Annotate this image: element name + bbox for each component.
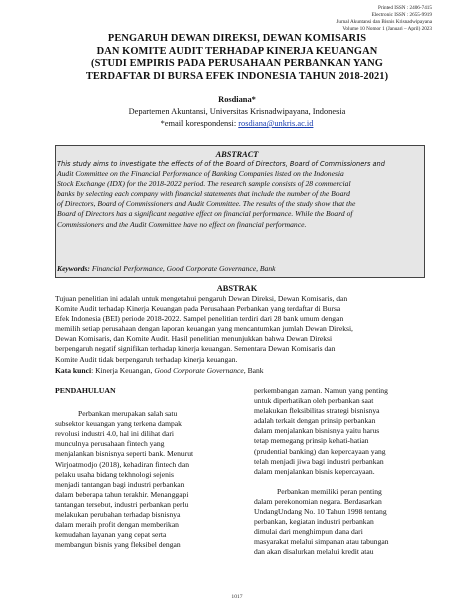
paragraph-spacer [254,477,426,487]
body-line: subsektor keuangan yang terkena dampak [55,419,182,429]
abstract-line: This study aims to investigate the effects of of the Board of Directors, Board of Commissioners and [57,160,385,168]
body-line: revolusi industri 4.0, hal ini dilihat dari [55,429,174,439]
abstrak-line: Dewan Komisaris, dan Komite Audit. Hasil penelitian menunjukkan bahwa Dewan Direksi [55,334,333,344]
body-line: dalam meraih profit dengan memberikan [55,520,179,530]
kata-kunci-line [55,366,264,375]
section-heading-pendahuluan: PENDAHULUAN [55,386,116,395]
body-line: UndangUndang No. 10 Tahun 1998 tentang [254,507,387,517]
abstract-line: Board of Directors has a significant negative effect on financial performance. While the Board of [57,209,353,219]
kata-kunci-label: Kata kunci [55,366,92,375]
body-line: membangun bisnis yang fleksibel dengan [55,540,181,550]
abstract-line: Commissioners and the Audit Committee have no effect on financial performance. [57,219,307,229]
email-link[interactable]: rosdiana@unkris.ac.id [238,119,314,128]
body-line: perkembangan zaman. Namun yang penting [254,386,388,395]
body-line: dalam perekonomian negara. Berdasarkan [254,496,382,506]
keywords-value: Financial Performance, Good Corporate Governance, Bank [91,264,276,273]
body-line: melakukan fleksibilitas strategi bisnisnya [254,406,380,416]
body-line: perbankan, kegiatan industri perbankan [254,517,374,527]
abstrak-line: Efek Indonesia (BEI) periode 2018-2022. Sampel penelitian terdiri dari 28 bank umum dengan [55,314,344,324]
body-line: pelaku usaha bidang tekhnologi sejenis [55,469,174,479]
body-line: munculnya perusahaan fintech yang [55,439,165,449]
abstrak-heading: ABSTRAK [216,284,258,293]
body-line: dimulai dari menghimpun dana dari [254,527,363,537]
keywords-line [57,264,276,273]
body-line: untuk diperhatikan oleh perbankan saat [254,396,374,406]
abstract-line: Audit Committee on the Financial Performance of Banking Companies listed on the Indonesia [57,169,344,179]
title-line: TERDAFTAR DI BURSA EFEK INDONESIA TAHUN 2018-2021) [85,70,389,82]
body-line: menjalankan bisnisnya seperti bank. Menurut [55,449,194,459]
body-line: dalam beberapa tahun terakhir. Menanggapi [55,489,189,499]
body-line: tetap memegang prinsip kehati-hatian [254,436,369,446]
abstract-line: banks by selecting each company with financial statements that include the number of the Board [57,189,350,199]
author-email-line [0,119,474,128]
body-line: melakukan perubahan terhadap bisnisnya [55,510,181,520]
abstrak-text [55,294,425,365]
body-line: dalam menjalankan bisnisnya yaitu harus [254,426,380,436]
body-line: adalah terkait dengan prinsip perbankan [254,416,376,426]
body-line: Perbankan merupakan salah satu [78,409,178,419]
author-affiliation: Departemen Akuntansi, Universitas Krisnadwipayana, Indonesia [128,107,346,116]
body-line: Wirjoatmodjo (2018), kehadiran fintech dan [55,459,190,469]
abstract-heading: ABSTRACT [215,150,259,159]
title-line: PENGARUH DEWAN DIREKSI, DEWAN KOMISARIS [107,33,367,44]
journal-name: Jurnal Akuntansi dan Bisnis Krisnadwipayana [336,19,432,25]
author-name: Rosdiana* [218,95,256,104]
journal-volume: Volume 10 Nomor 1 (Januari – April) 2023 [342,26,432,32]
body-line: dalam menjalankan bisnis kepercayaan. [254,466,375,476]
journal-meta [336,5,432,33]
body-column-right [254,386,426,558]
abstract-line: Stock Exchange (IDX) for the 2018-2022 period. The research sample consists of 28 commercial [57,179,351,189]
abstrak-line: Tujuan penelitian ini adalah untuk mengetahui pengaruh Dewan Direksi, Dewan Komisaris, dan [55,294,348,303]
body-line: menjadi tantangan bagi industri perbankan [55,479,185,489]
title-line: (STUDI EMPIRIS PADA PERUSAHAAN PERBANKAN YANG [91,58,383,70]
email-label: *email korespondensi: [160,119,237,128]
title-line: DAN KOMITE AUDIT TERHADAP KINERJA KEUANGAN [96,45,378,57]
body-line: (prudential banking) dan kepercayaan yang [254,446,386,456]
kata-kunci-plain: : Kinerja Keuangan, [91,366,155,375]
abstract-line: of Directors, Board of Commissioners and Audit Committee. The results of the study show that the [57,199,356,209]
body-line: tantangan tersebut, industri perbankan perlu [55,499,189,509]
abstract-text [57,159,425,230]
kata-kunci-tail: , Bank [243,366,264,375]
body-line: Perbankan memiliki peran penting [277,486,382,496]
body-line: masyarakat melalui simpanan atau tabungan [254,537,389,547]
kata-kunci-italic: Good Corporate Governance [154,366,244,375]
body-line: dan akan disalurkan melalui kredit atau [254,547,374,557]
page-number: 1017 [231,594,243,600]
print-issn: Printed ISSN : 2406-7415 [377,5,432,11]
abstrak-line: memilih setiap perusahaan dengan laporan keuangan yang mencantumkan jumlah Dewan Direksi, [55,324,353,334]
abstrak-line: Komite Audit terhadap Kinerja Keuangan pada Perusahaan Perbankan yang terdaftar di Bursa [55,304,341,314]
electronic-issn: Electronic ISSN : 2655-9919 [371,12,432,18]
body-line: telah menjadi jiwa bagi industri perbankan [254,456,384,466]
paper-title [20,33,454,83]
abstrak-line: Komite Audit tidak berpengaruh terhadap kinerja keuangan. [55,354,238,364]
keywords-label: Keywords: [57,264,90,273]
body-column-left [55,386,237,550]
body-line: kemudahan layanan yang cepat serta [55,530,167,540]
abstrak-line: berpengaruh negatif signifikan terhadap kinerja keuangan. Sementara Dewan Komisaris dan [55,344,336,354]
